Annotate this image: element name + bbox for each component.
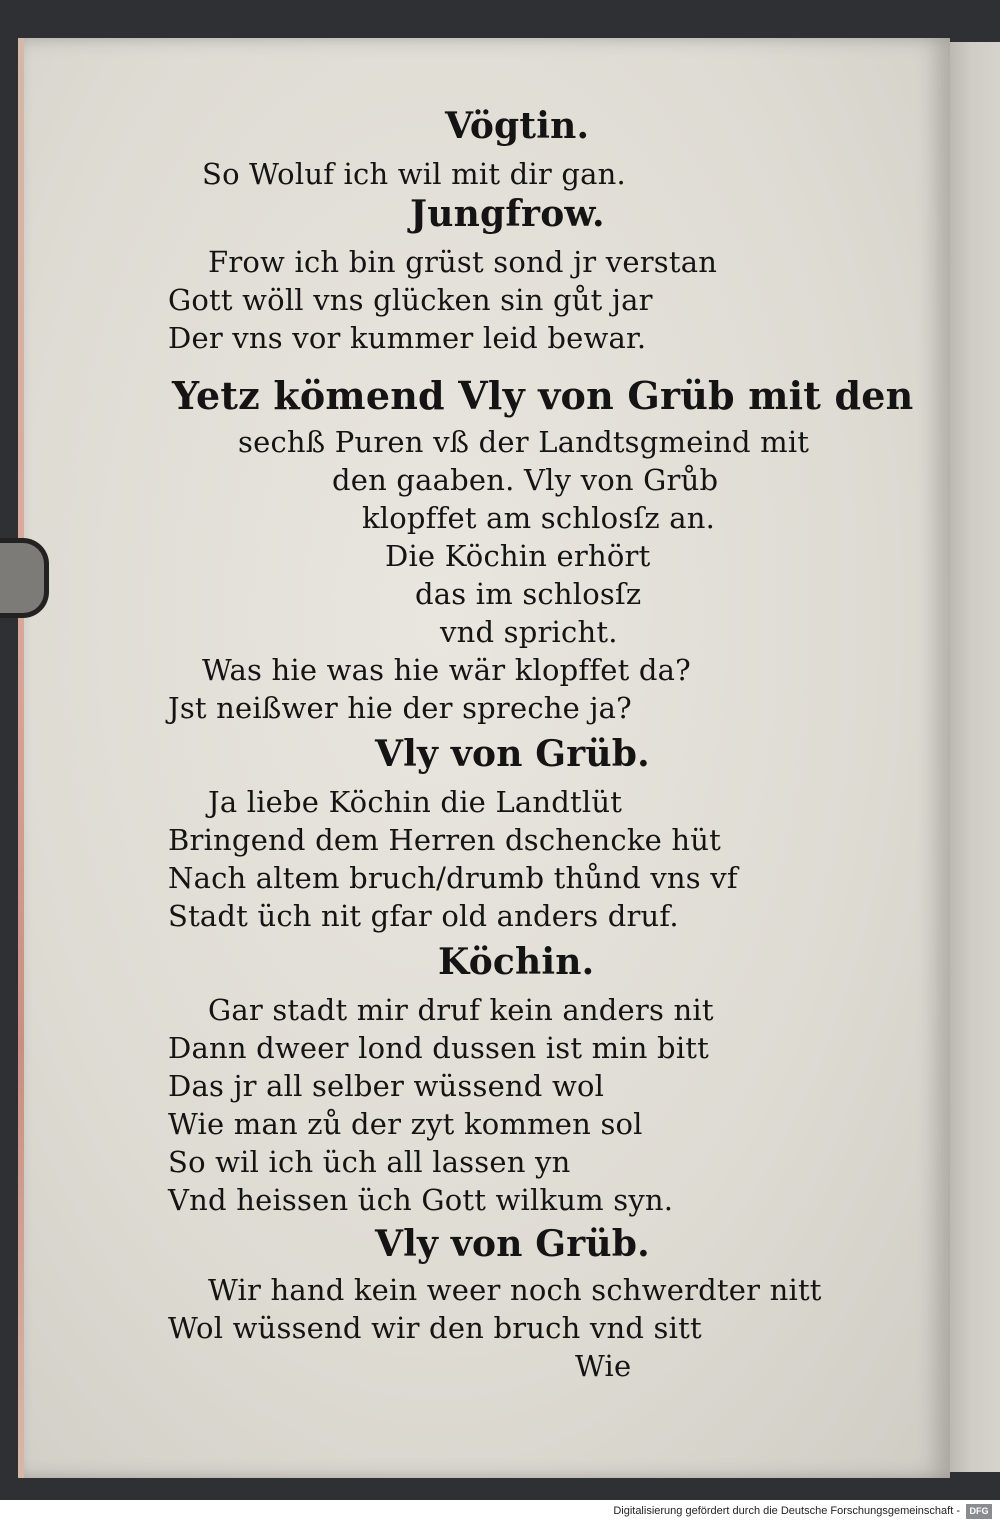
footer-bar <box>0 1500 1000 1524</box>
speaker-heading: Vly von Grüb. <box>375 733 650 775</box>
verse-line: So Woluf ich wil mit dir gan. <box>202 157 626 191</box>
funding-credit: Digitalisierung gefördert durch die Deutsche Forschungsgemeinschaft - <box>613 1505 960 1517</box>
verse-line: Gar stadt mir druf kein anders nit <box>208 993 714 1027</box>
stage-direction: das im schlosſz <box>415 577 642 611</box>
verse-line: Wol wüssend wir den bruch vnd sitt <box>168 1311 702 1345</box>
verse-line: Frow ich bin grüst sond jr verstan <box>208 245 718 279</box>
catchword: Wie <box>575 1349 632 1383</box>
verse-line: Stadt üch nit gfar old anders druf. <box>168 899 679 933</box>
stage-direction-heading: Yetz kömend Vly von Grüb mit den <box>172 373 914 418</box>
book-clasp <box>0 538 49 618</box>
verse-line: Bringend dem Herren dschencke hüt <box>168 823 721 857</box>
stage-direction: vnd spricht. <box>440 615 618 649</box>
verse-line: Dann dweer lond dussen ist min bitt <box>168 1031 710 1065</box>
speaker-heading: Jungfrow. <box>410 193 605 235</box>
stage-direction: sechß Puren vß der Landtsgmeind mit <box>238 425 810 459</box>
stage-direction: den gaaben. Vly von Grůb <box>332 463 719 497</box>
stage-direction: klopffet am schlosſz an. <box>362 501 716 535</box>
verse-line: Gott wöll vns glücken sin gůt jar <box>168 283 653 317</box>
speaker-heading: Vögtin. <box>445 105 590 147</box>
speaker-heading: Vly von Grüb. <box>375 1223 650 1265</box>
verse-line: Ja liebe Köchin die Landtlüt <box>208 785 623 819</box>
verse-line: So wil ich üch all lassen yn <box>168 1145 571 1179</box>
page-edge <box>18 38 24 1478</box>
speaker-heading: Köchin. <box>438 941 595 983</box>
verse-line: Wie man zů der zyt kommen sol <box>168 1107 643 1141</box>
verse-line: Jst neißwer hie der spreche ja? <box>168 691 632 725</box>
stage-direction: Die Köchin erhört <box>385 539 651 573</box>
verse-line: Der vns vor kummer leid bewar. <box>168 321 647 355</box>
verse-line: Nach altem bruch/drumb thůnd vns vf <box>168 861 738 895</box>
verse-line: Was hie was hie wär klopffet da? <box>202 653 691 687</box>
dfg-logo: DFG <box>966 1504 992 1519</box>
verse-line: Wir hand kein weer noch schwerdter nitt <box>208 1273 822 1307</box>
verse-line: Das jr all selber wüssend wol <box>168 1069 605 1103</box>
facing-page <box>945 42 1000 1472</box>
verse-line: Vnd heissen üch Gott wilkum syn. <box>168 1183 674 1217</box>
